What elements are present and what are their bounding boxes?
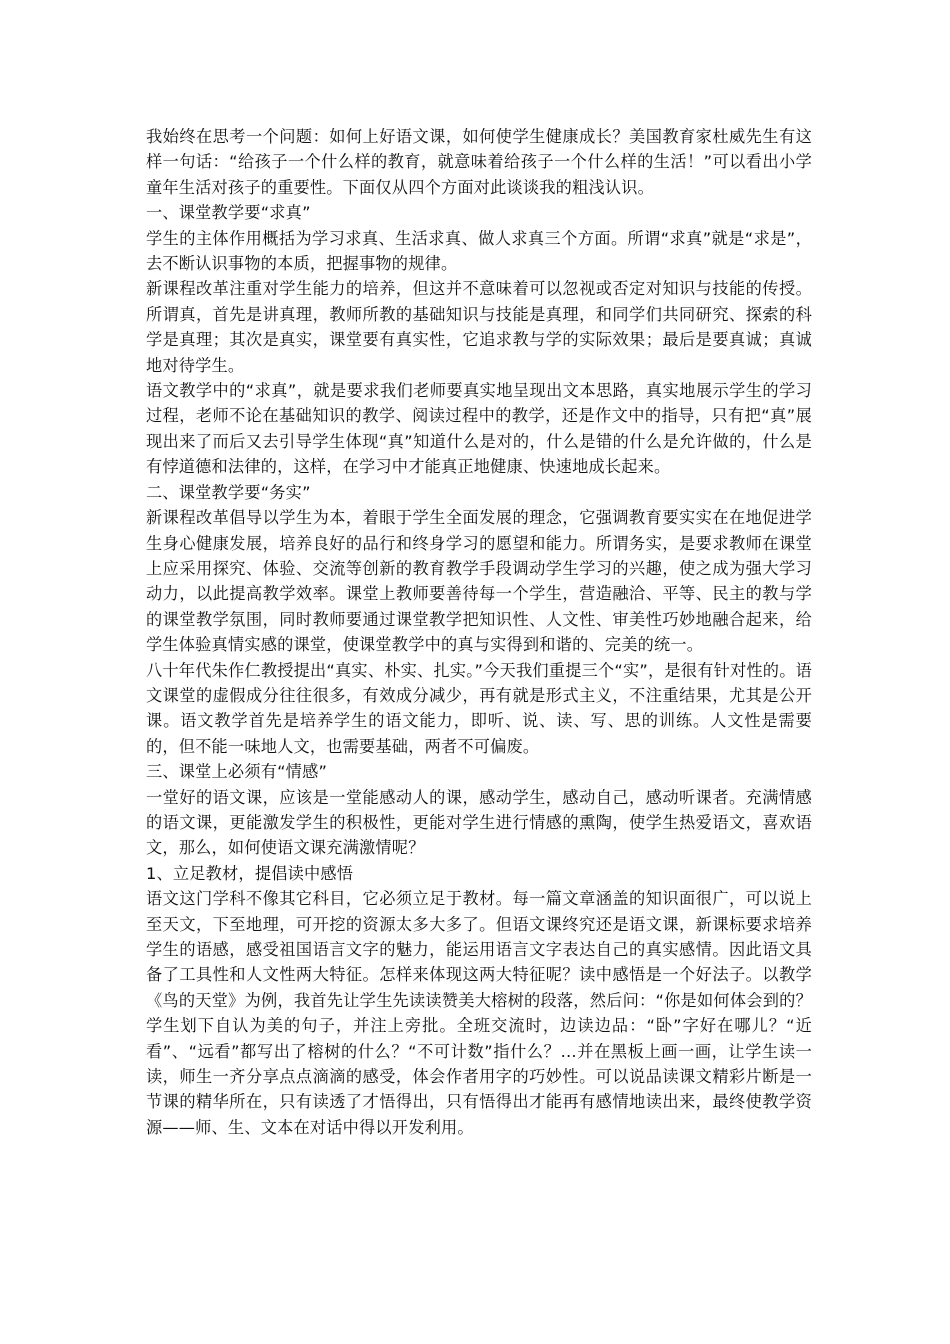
body-paragraph: 语文教学中的“求真”，就是要求我们老师要真实地呈现出文本思路，真实地展示学生的学习过程，老师不论在基础知识的教学、阅读过程中的教学，还是作文中的指导，只有把“真”展现出来了而后又去引导学生体现“真”知道什么是对的，什么是错的什么是允许做的，什么是有悖道德和法律的，这样，在学习中才能真正地健康、快速地成长起来。 (146, 381, 812, 477)
section-heading-1: 一、课堂教学要“求真” (146, 203, 311, 223)
body-paragraph: 一堂好的语文课，应该是一堂能感动人的课，感动学生，感动自己，感动听课者。充满情感的语文课，更能激发学生的积极性，更能对学生进行情感的熏陶，使学生热爱语文，喜欢语文，那么，如何使语文课充满激情呢？ (146, 787, 812, 858)
body-paragraph: 八十年代朱作仁教授提出“真实、朴实、扎实。”今天我们重提三个“实”，是很有针对性的。语文课堂的虚假成分往往很多，有效成分减少，再有就是形式主义，不注重结果，尤其是公开课。语文教学首先是培养学生的语文能力，即听、说、读、写、思的训练。人文性是需要的，但不能一味地人文，也需要基础，两者不可偏废。 (146, 660, 812, 756)
intro-paragraph: 我始终在思考一个问题：如何上好语文课，如何使学生健康成长？美国教育家杜威先生有这样一句话：“给孩子一个什么样的教育，就意味着给孩子一个什么样的生活！”可以看出小学 童年生活对孩子的重要性。下面仅从四个方面对此谈谈我的粗浅认识。 (146, 127, 812, 197)
document-body (146, 124, 812, 1140)
section-heading-3: 三、课堂上必须有“情感” (146, 762, 328, 782)
section-heading-2: 二、课堂教学要“务实” (146, 482, 311, 502)
subsection-heading-1: 1、立足教材，提倡读中感悟 (146, 863, 354, 883)
body-paragraph: 语文这门学科不像其它科目，它必须立足于教材。每一篇文章涵盖的知识面很广，可以说上至天文，下至地理，可开挖的资源太多大多了。但语文课终究还是语文课，新课标要求培养学生的语感，感受祖国语言文字的魅力，能运用语言文字表达自己的真实感情。因此语文具备了工具性和人文性两大特征。怎样来体现这两大特征呢？读中感悟是一个好法子。以教学《鸟的天堂》为例，我首先让学生先读读赞美大榕树的段落，然后问：“你是如何体会到的？学生划下自认为美的句子，并注上旁批。全班交流时，边读边品：“卧”字好在哪儿？“近看”、“远看”都写出了榕树的什么？“不可计数”指什么？…并在黑板上画一画，让学生读一读，师生一齐分享点点滴滴的感受，体会作者用字的巧妙性。可以说品读课文精彩片断是一节课的精华所在，只有读透了才悟得出，只有悟得出才能再有感情地读出来，最终使教学资源——师、生、文本在对话中得以开发利用。 (146, 889, 812, 1137)
body-paragraph: 新课程改革倡导以学生为本，着眼于学生全面发展的理念，它强调教育要实实在在地促进学生身心健康发展，培养良好的品行和终身学习的愿望和能力。所谓务实，是要求教师在课堂上应采用探究、体验、交流等创新的教育教学手段调动学生学习的兴趣，使之成为强大学习动力，以此提高教学效率。课堂上教师要善待每一个学生，营造融洽、平等、民主的教与学的课堂教学氛围，同时教师要通过课堂教学把知识性、人文性、审美性巧妙地融合起来，给学生体验真情实感的课堂，使课堂教学中的真与实得到和谐的、完美的统一。 (146, 508, 812, 655)
body-paragraph: 学生的主体作用概括为学习求真、生活求真、做人求真三个方面。所谓“求真”就是“求是”，去不断认识事物的本质，把握事物的规律。 (146, 228, 812, 274)
body-paragraph: 新课程改革注重对学生能力的培养，但这并不意味着可以忽视或否定对知识与技能的传授。所谓真，首先是讲真理，教师所教的基础知识与技能是真理，和同学们共同研究、探索的科学是真理；其次是真实，课堂要有真实性，它追求教与学的实际效果；最后是要真诚；真诚地对待学生。 (146, 279, 812, 375)
